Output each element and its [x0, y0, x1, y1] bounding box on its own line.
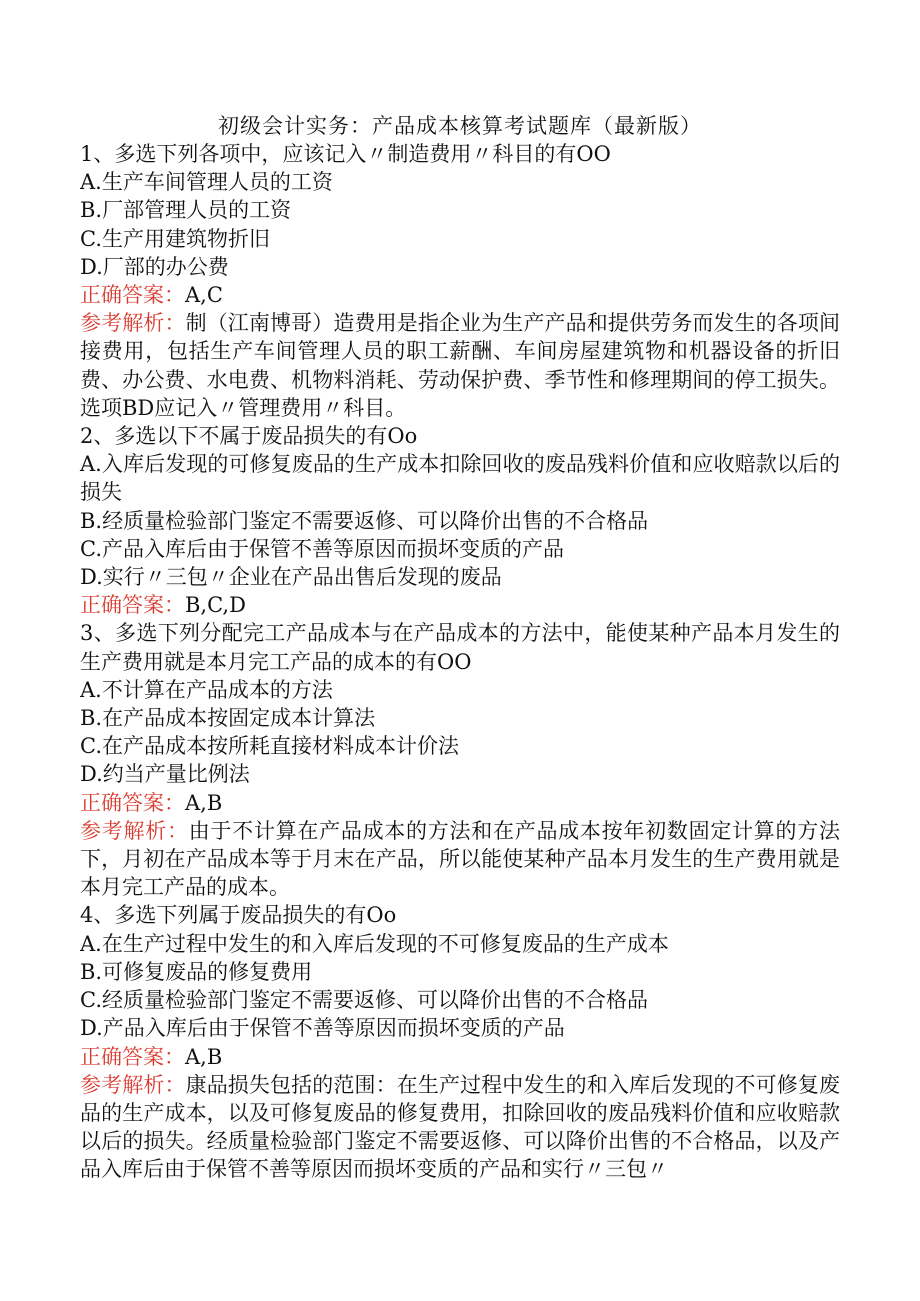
- question-3: [80, 619, 840, 901]
- answer-line: [80, 789, 840, 817]
- option-c: C.生产用建筑物折旧: [80, 226, 270, 251]
- analysis-label: 参考解析：: [80, 818, 189, 843]
- analysis-text: 制（江南博哥）造费用是指企业为生产产品和提供劳务而发生的各项间接费用，包括生产车间管理人员的职工薪酬、车间房屋建筑物和机器设备的折旧费、办公费、水电费、机物料消耗、劳动保护费、季节性和修理期间的停工损失。选项BD应记入〃管理费用〃科目。: [80, 311, 841, 420]
- analysis-text: 康品损失包括的范围：在生产过程中发生的和入库后发现的不可修复废品的生产成本，以及可修复废品的修复费用，扣除回收的废品残料价值和应收赔款以后的损失。经质量检验部门鉴定不需要返修、可以降价出售的不合格品，以及产品入库后由于保管不善等原因而损坏变质的产品和实行〃三包〃: [80, 1072, 841, 1182]
- answer-value: A,B: [185, 1044, 223, 1069]
- option-d: D.约当产量比例法: [80, 762, 250, 787]
- answer-line: [80, 1043, 840, 1071]
- answer-label: 正确答案：: [80, 593, 185, 618]
- question-4: [80, 901, 840, 1183]
- question-1: [80, 140, 840, 422]
- option-c: C.经质量检验部门鉴定不需要返修、可以降价出售的不合格品: [80, 988, 648, 1013]
- option-b: B.厂部管理人员的工资: [80, 198, 292, 223]
- option-d: D.厂部的办公费: [80, 254, 229, 279]
- option-a: A.生产车间管理人员的工资: [80, 170, 333, 195]
- answer-label: 正确答案：: [80, 1044, 185, 1069]
- analysis-paragraph: [80, 817, 840, 902]
- answer-value: B,C,D: [185, 593, 246, 618]
- answer-value: A,B: [185, 790, 223, 815]
- option-b: B.在产品成本按固定成本计算法: [80, 706, 376, 731]
- analysis-label: 参考解析：: [80, 1072, 186, 1097]
- option-b: B.经质量检验部门鉴定不需要返修、可以降价出售的不合格品: [80, 508, 649, 533]
- analysis-paragraph: [80, 309, 840, 422]
- option-a: A.不计算在产品成本的方法: [80, 677, 333, 702]
- analysis-text: 由于不计算在产品成本的方法和在产品成本按年初数固定计算的方法下，月初在产品成本等于月末在产品，所以能使某种产品本月发生的生产费用就是本月完工产品的成本。: [80, 818, 841, 900]
- question-stem: 3、多选下列分配完工产品成本与在产品成本的方法中，能使某种产品本月发生的生产费用就是本月完工产品的成本的有OO: [80, 621, 840, 674]
- option-c: C.在产品成本按所耗直接材料成本计价法: [80, 734, 459, 759]
- analysis-paragraph: [80, 1071, 840, 1184]
- option-c: C.产品入库后由于保管不善等原因而损坏变质的产品: [80, 536, 564, 561]
- answer-label: 正确答案：: [80, 283, 185, 308]
- document-title: 初级会计实务：产品成本核算考试题库（最新版）: [218, 114, 702, 138]
- answer-value: A,C: [185, 283, 223, 308]
- answer-line: [80, 281, 840, 309]
- option-d: D.实行〃三包〃企业在产品出售后发现的废品: [80, 565, 502, 590]
- option-a: A.在生产过程中发生的和入库后发现的不可修复废品的生产成本: [80, 931, 669, 956]
- question-stem: 2、多选以下不属于废品损失的有Oo: [80, 424, 418, 449]
- question-stem: 4、多选下列属于废品损失的有Oo: [80, 903, 397, 928]
- option-d: D.产品入库后由于保管不善等原因而损坏变质的产品: [80, 1016, 565, 1041]
- answer-line: [80, 591, 840, 619]
- question-stem: 1、多选下列各项中，应该记入〃制造费用〃科目的有OO: [80, 142, 611, 166]
- question-2: [80, 422, 840, 619]
- document-body: [80, 140, 840, 1184]
- analysis-label: 参考解析：: [80, 311, 186, 336]
- answer-label: 正确答案：: [80, 790, 185, 815]
- option-a: A.入库后发现的可修复废品的生产成本扣除回收的废品残料价值和应收赔款以后的损失: [80, 452, 840, 505]
- option-b: B.可修复废品的修复费用: [80, 959, 313, 984]
